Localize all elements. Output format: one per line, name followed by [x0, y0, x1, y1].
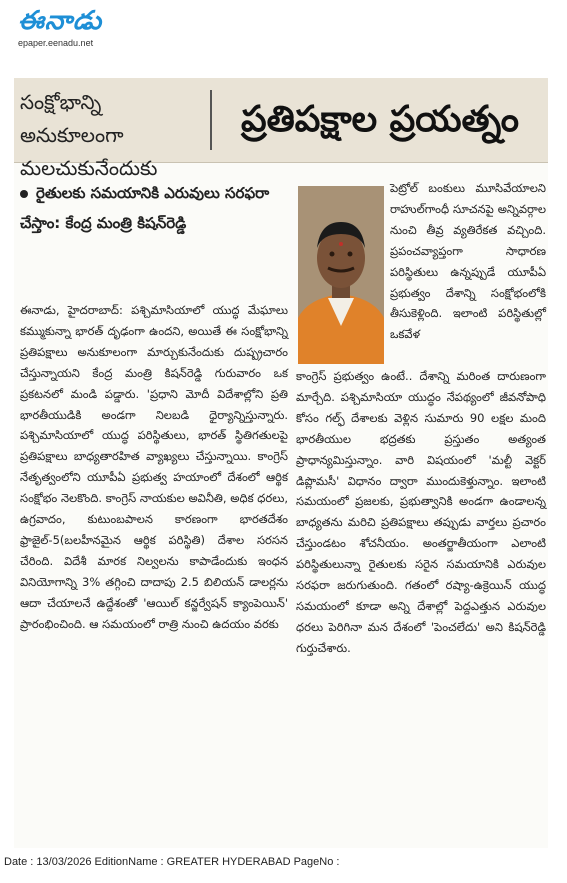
deck — [20, 178, 290, 238]
deck-text: రైతులకు సమయానికి ఎరువులు సరఫరా చేస్తాం: కేంద్ర మంత్రి కిషన్‌రెడ్డి — [20, 184, 270, 232]
person-photo-icon — [298, 186, 384, 364]
minister-photo — [298, 186, 384, 364]
body-right-top: పెట్రోల్ బంకులు మూసివేయాలని రాహుల్‌గాంధీ సూచనపై అన్నివర్గాల నుంచి తీవ్ర వ్యతిరేకత వచ్చింది. ప్రపంచవ్యాప్తంగా సాధారణ పరిస్థితులు ఉన్నప్పుడే యూపీఏ ప్రభుత్వం దేశాన్ని సంక్షోభంలోకి తీసుకెళ్లింది. ఇలాంటి పరిస్థితుల్లో ఒకవేళ — [390, 181, 546, 342]
bullet-icon — [20, 190, 28, 198]
headline-band — [14, 78, 548, 180]
body-left-column: ఈనాడు, హైదరాబాద్: పశ్చిమాసియాలో యుద్ధ మేఘాలు కమ్ముకున్నా భారత్ దృఢంగా ఉందని, అయితే ఈ సంక్షోభాన్ని ప్రతిపక్షాలు అనుకూలంగా మార్చుకునేందుకు దుష్ప్రచారం చేస్తున్నాయని కేంద్ర మంత్రి కిషన్‌రెడ్డి గురువారం ఒక ప్రకటనలో మండి పడ్డారు. 'ప్రధాని మోదీ విదేశాల్లోని ప్రతి భారతీయుడికి అండగా నిలబడి ధైర్యాన్నిస్తున్నారు. పశ్చిమాసియాలో యుద్ధ పరిస్థితులు, భారత్ స్థితిగతులపై ప్రతిపక్షాలు బాధ్యతారహిత వ్యాఖ్యలు చేస్తున్నాయి. కాంగ్రెస్ నేతృత్వంలోని యూపీఏ ప్రభుత్వ హయాంలో దేశంలో ఆర్థిక సంక్షోభం నెలకొంది. కాంగ్రెస్ నాయకుల అవినీతి, అధిక ధరలు, ఉగ్రవాదం, కుటుంబపాలన కారణంగా భారతదేశం ఫ్రాజైల్-5(బలహీనమైన ఆర్థిక పరిస్థితి) దేశాల సరసన చేరింది. విదేశీ మారక నిల్వలను కాపాడేందుకు ఇంధన వినియోగాన్ని 3% తగ్గించి దాదాపు 2.5 బిలియన్ డాలర్లను ఆదా చేయాలనే ఉద్దేశంతో 'ఆయిల్ కన్జర్వేషన్ క్యాంపెయిన్' ప్రారంభించింది. ఆ సమయంలో రాత్రి నుంచి ఉదయం వరకు — [20, 303, 288, 631]
kicker: సంక్షోభాన్ని అనుకూలంగా మలచుకునేందుకు — [20, 90, 158, 180]
logo-text: ఈనాడు — [18, 6, 103, 36]
news-clipping — [14, 78, 548, 848]
eenadu-logo[interactable] — [18, 6, 103, 54]
headline: ప్రతిపక్షాల ప్రయత్నం — [210, 90, 542, 150]
edition-footer: Date : 13/03/2026 EditionName : GREATER HYDERABAD PageNo : — [4, 856, 340, 868]
body-right-bottom: కాంగ్రెస్ ప్రభుత్వం ఉంటే.. దేశాన్ని మరింత దారుణంగా మార్చేది. పశ్చిమాసియా యుద్ధం నేపథ్యంలో జీవనోపాధి కోసం గల్ఫ్ దేశాలకు వెళ్లిన సుమారు 90 లక్షల మంది భారతీయుల భద్రతకు ప్రస్తుతం అత్యంత ప్రాధాన్యమిస్తున్నాం. వారి విషయంలో 'మల్టీ వెక్టర్ డిప్లొమసీ' విధానం ద్వారా ముందుకెళ్తున్నాం. ఇలాంటి సమయంలో ప్రజలకు, ప్రభుత్వానికి అండగా ఉండాలన్న బాధ్యతను మరిచి ప్రతిపక్షాలు తప్పుడు వార్తలు ప్రచారం చేస్తుండటం శోచనీయం. అంతర్జాతీయంగా ఎలాంటి పరిస్థితులున్నా రైతులకు సరైన సమయానికి ఎరువుల సరఫరా జరుగుతుంది. గతంలో రష్యా-ఉక్రెయిన్ యుద్ధ సమయంలో కూడా అన్ని దేశాల్లో పెద్దఎత్తున ఎరువుల ధరలు పెరిగినా మన దేశంలో 'పెంచలేదు' అని కిషన్‌రెడ్డి గుర్తుచేశారు. — [296, 369, 546, 655]
logo-site: epaper.eenadu.net — [18, 38, 94, 48]
